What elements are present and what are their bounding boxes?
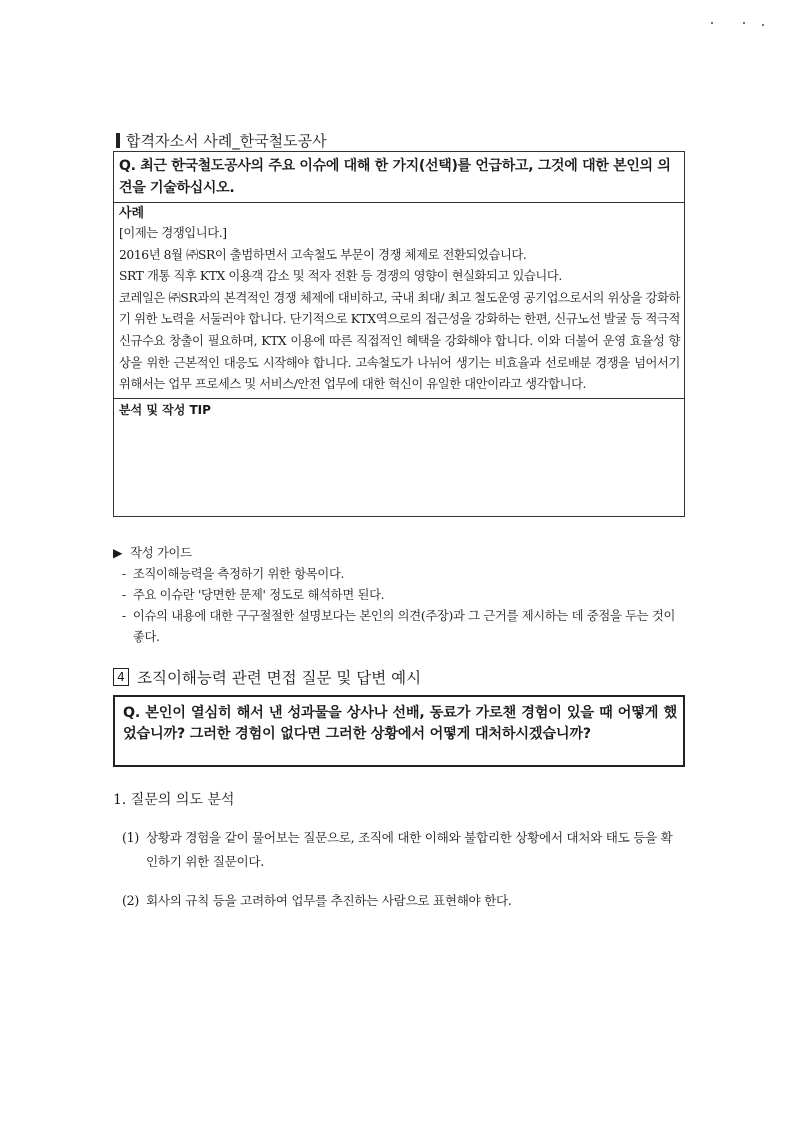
section-4-heading: [113, 666, 421, 688]
scan-speck: [711, 22, 713, 24]
point-number: (2): [122, 893, 139, 908]
title-bar-marker: [116, 133, 120, 148]
writing-guide: [113, 543, 685, 648]
guide-item: - 조직이해능력을 측정하기 위한 항목이다.: [122, 567, 345, 581]
point-number: (1): [122, 830, 139, 845]
scan-speck: [762, 24, 764, 26]
tip-cell: [114, 399, 684, 421]
case-example-cell: [114, 203, 684, 399]
guide-item: - 이슈의 내용에 대한 구구절절한 설명보다는 본인의 의견(주장)과 그 근거를 제시하는 데 중점을 두는 것이 좋다.: [122, 609, 676, 644]
example-heading: 사례: [119, 206, 145, 221]
interview-question-box: Q. 본인이 열심히 해서 낸 성과물을 상사나 선배, 동료가 가로챈 경험이 있을 때 어떻게 했었습니까? 그러한 경험이 없다면 그러한 상황에서 어떻게 대처하시겠습니까?: [113, 695, 685, 767]
intent-point: [122, 889, 682, 913]
section-title: [116, 130, 327, 151]
example-paragraph: 2016년 8월 ㈜SR이 출범하면서 고속철도 부문이 경쟁 체제로 전환되었습니다.: [119, 247, 527, 262]
triangle-marker-icon: ▶: [113, 546, 123, 560]
intent-point: [122, 826, 682, 874]
case-table: [113, 151, 685, 517]
guide-title: [113, 543, 685, 564]
intent-title: 1. 질문의 의도 분석: [113, 792, 235, 808]
point-text: 상황과 경험을 같이 물어보는 질문으로, 조직에 대한 이해와 불합리한 상황에서 대처와 태도 등을 확인하기 위한 질문이다.: [146, 830, 673, 869]
example-paragraph: [이제는 경쟁입니다.]: [119, 226, 227, 240]
case-question: Q. 최근 한국철도공사의 주요 이슈에 대해 한 가지(선택)를 언급하고, 그것에 대한 본인의 의견을 기술하십시오.: [114, 152, 684, 203]
section-title-text: 합격자소서 사례_한국철도공사: [126, 132, 327, 150]
point-text: 회사의 규칙 등을 고려하여 업무를 추진하는 사람으로 표현해야 한다.: [146, 893, 512, 908]
section-4-title: 조직이해능력 관련 면접 질문 및 답변 예시: [137, 669, 422, 687]
guide-list: [113, 564, 685, 648]
guide-title-text: 작성 가이드: [130, 546, 192, 560]
example-body: [119, 223, 680, 396]
guide-item: - 주요 이슈란 '당면한 문제' 정도로 해석하면 된다.: [122, 588, 385, 602]
example-paragraph: SRT 개통 직후 KTX 이용객 감소 및 적자 전환 등 경쟁의 영향이 현실화되고 있습니다.: [119, 269, 562, 284]
section-number-box: 4: [113, 668, 129, 686]
tip-heading: 분석 및 작성 TIP: [119, 402, 211, 417]
example-paragraph: 코레일은 ㈜SR과의 본격적인 경쟁 체제에 대비하고, 국내 최대/ 최고 철도운영 공기업으로서의 위상을 강화하기 위한 노력을 서둘러야 합니다. 단기적으로 KTX역으로의 접근성을 강화하는 한편, 신규노선 발굴 등 적극적 신규수요 창출이 필요하며, KTX 이용에 따른 직접적인 혜택을 강화해야 합니다. 이와 더불어 운영 효율성 향상을 위한 근본적인 대응도 시작해야 합니다. 고속철도가 나뉘어 생기는 비효율과 선로배분 경쟁을 넘어서기 위해서는 업무 프로세스 및 서비스/안전 업무에 대한 혁신이 유일한 대안이라고 생각합니다.: [119, 290, 680, 392]
scan-speck: [743, 22, 745, 24]
